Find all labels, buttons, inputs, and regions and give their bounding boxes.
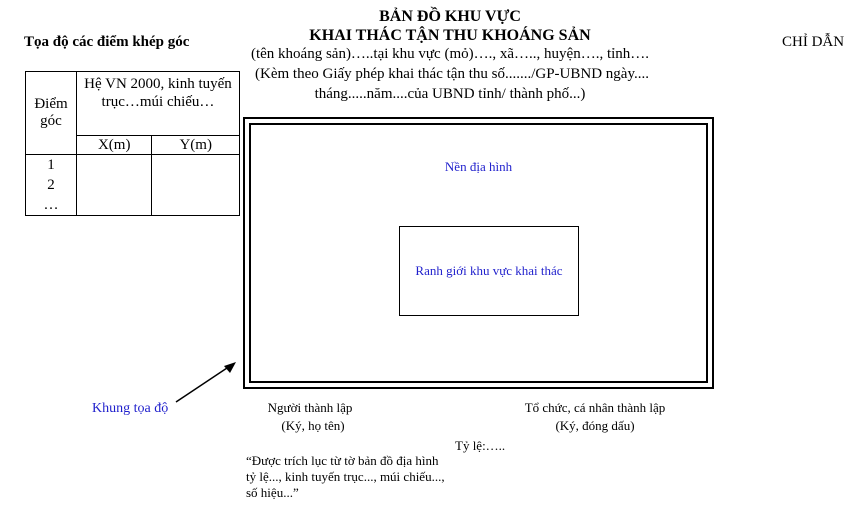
point-item: … bbox=[43, 197, 59, 213]
map-frame-outer bbox=[243, 117, 714, 389]
point-item: 2 bbox=[47, 177, 55, 193]
subtitle-line1: (tên khoáng sản)…..tại khu vực (mỏ)…., xã….., huyện…., tỉnh…. bbox=[250, 46, 650, 62]
arrow-icon bbox=[170, 358, 240, 408]
organization-label: Tổ chức, cá nhân thành lập bbox=[524, 400, 666, 415]
mining-boundary-label: Ranh giới khu vực khai thác bbox=[415, 263, 563, 278]
terrain-label: Nền địa hình bbox=[444, 159, 513, 174]
coordinates-title: Tọa độ các điểm khép góc bbox=[24, 34, 190, 50]
legend-heading: CHỈ DẪN bbox=[782, 34, 845, 50]
coordinates-table bbox=[25, 71, 240, 216]
point-item: 1 bbox=[47, 157, 55, 173]
coordinate-frame-label: Khung tọa độ bbox=[92, 401, 169, 416]
y-values-cell bbox=[152, 155, 240, 216]
organization-sign-label: (Ký, đóng dấu) bbox=[555, 418, 635, 433]
mining-boundary-box bbox=[399, 226, 579, 316]
creator-label: Người thành lập bbox=[267, 400, 353, 415]
subtitle-line3: tháng.....năm....của UBND tỉnh/ thành phố...) bbox=[314, 86, 586, 102]
excerpt-note: “Được trích lục từ tờ bản đồ địa hình tỷ lệ..., kinh tuyến trục..., múi chiếu..., số hiệu...” bbox=[246, 453, 445, 500]
coordinate-system-header: Hệ VN 2000, kinh tuyến trục…múi chiếu… bbox=[77, 72, 240, 136]
y-header: Y(m) bbox=[152, 136, 240, 155]
point-header: Điểm góc bbox=[26, 72, 77, 155]
map-title-line2: KHAI THÁC TẬN THU KHOÁNG SẢN bbox=[309, 27, 591, 44]
creator-sign-label: (Ký, họ tên) bbox=[281, 418, 345, 433]
x-header: X(m) bbox=[77, 136, 152, 155]
x-values-cell bbox=[77, 155, 152, 216]
map-frame-inner bbox=[249, 123, 708, 383]
map-title-line1: BẢN ĐỒ KHU VỰC bbox=[379, 8, 521, 25]
scale-label: Tỷ lệ:….. bbox=[455, 438, 506, 453]
subtitle-line2: (Kèm theo Giấy phép khai thác tận thu số......./GP-UBND ngày.... bbox=[255, 66, 649, 82]
point-list bbox=[26, 155, 77, 216]
